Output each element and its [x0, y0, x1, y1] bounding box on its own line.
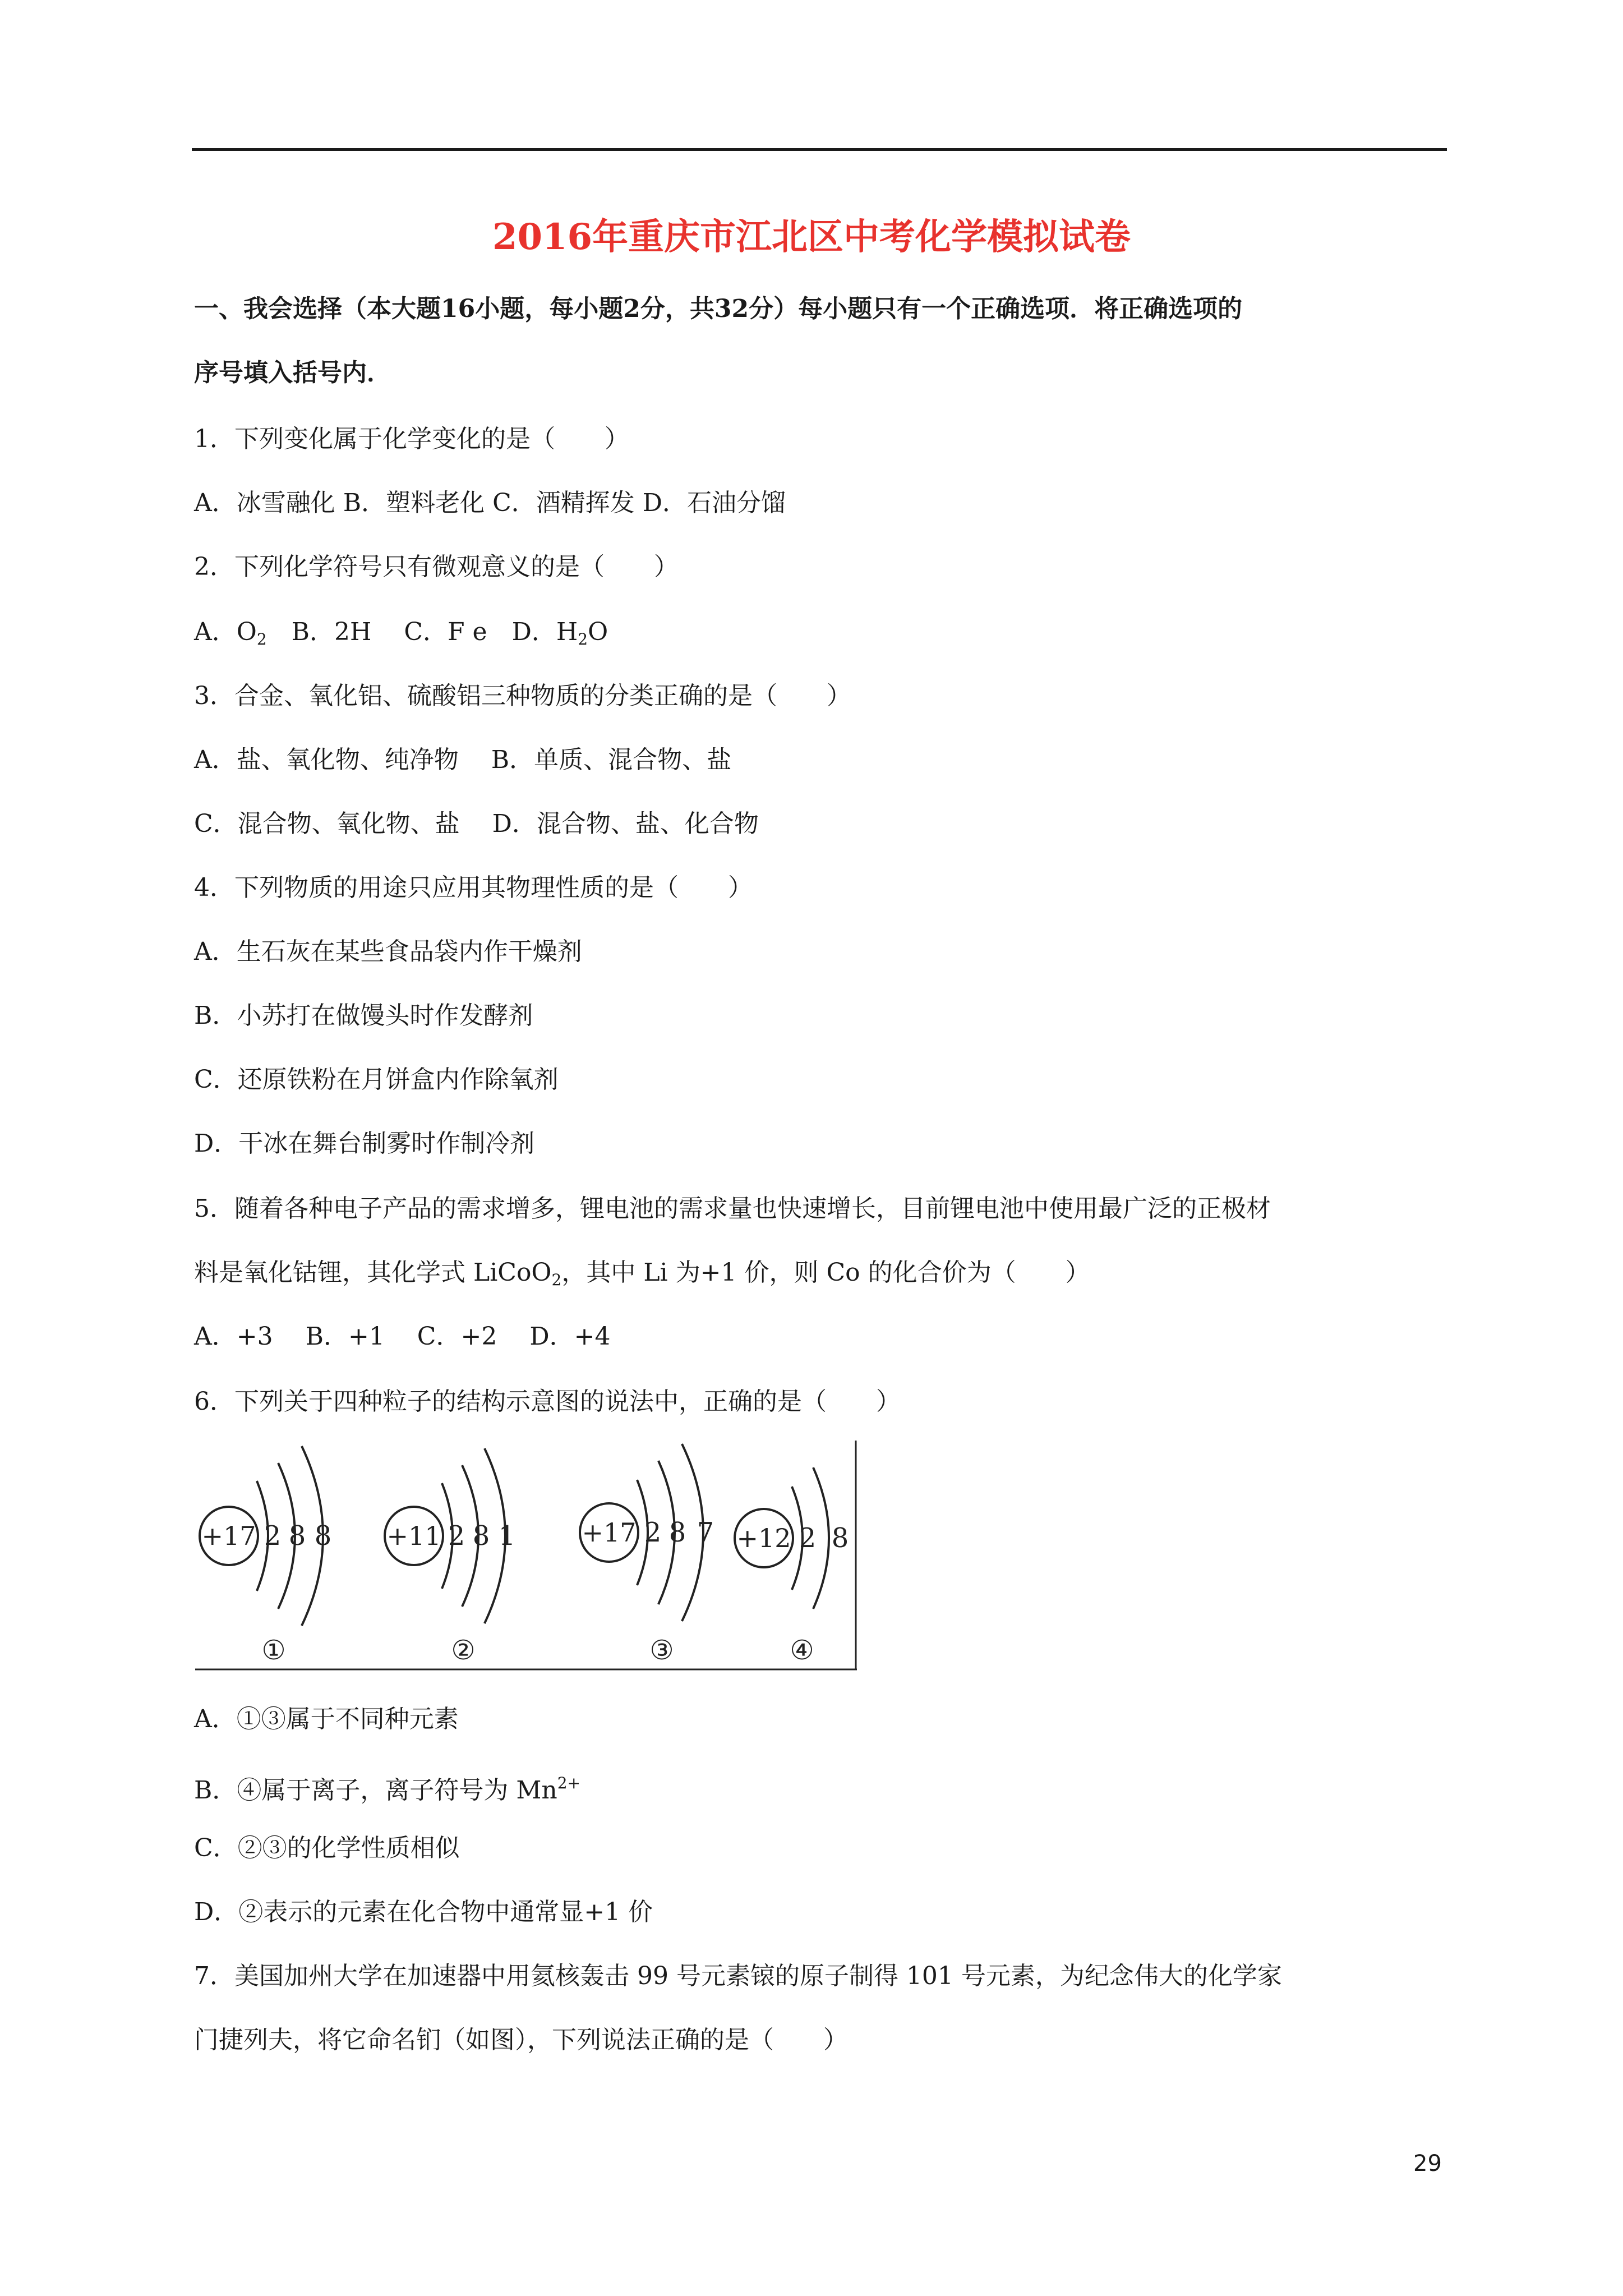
- q4-option-b: B．小苏打在做馒头时作发酵剂: [194, 1001, 533, 1030]
- atom-label: ③: [649, 1635, 674, 1666]
- q2-option-a: A．O: [194, 618, 257, 646]
- q6-option-d: D．②表示的元素在化合物中通常显+1 价: [194, 1898, 653, 1926]
- atom-diagram-3: [580, 1444, 714, 1666]
- shell-electron-count: 8: [314, 1520, 332, 1552]
- atom-label: ④: [790, 1635, 814, 1666]
- shell-electron-count: 1: [498, 1520, 516, 1552]
- q6-option-b-text: B．④属于离子，离子符号为 Mn: [194, 1776, 557, 1805]
- q5-line1: 5．随着各种电子产品的需求增多，锂电池的需求量也快速增长，目前锂电池中使用最广泛的正极材: [194, 1194, 1271, 1223]
- nucleus-charge: +17: [201, 1521, 256, 1551]
- q1-stem: 1．下列变化属于化学变化的是（ ）: [194, 425, 629, 453]
- shell-electron-count: 2: [644, 1517, 662, 1548]
- atom-diagram-1: [200, 1446, 331, 1666]
- q3-stem: 3．合金、氧化铝、硫酸铝三种物质的分类正确的是（ ）: [194, 682, 851, 710]
- atom-diagram-2: [385, 1448, 515, 1666]
- q2-option-d-tail: O: [588, 618, 608, 646]
- nucleus-charge: +11: [386, 1521, 441, 1551]
- atom-label: ①: [261, 1635, 286, 1666]
- q6-option-c: C．②③的化学性质相似: [194, 1834, 460, 1862]
- q5-options: A．+3 B．+1 C．+2 D．+4: [194, 1322, 611, 1351]
- q6-option-a: A．①③属于不同种元素: [194, 1705, 459, 1733]
- q1-options: A．冰雪融化 B．塑料老化 C．酒精挥发 D．石油分馏: [194, 489, 786, 517]
- q2-option-d-subscript: 2: [578, 630, 588, 648]
- q5-line2-formula: 料是氧化钴锂，其化学式 LiCoO: [194, 1258, 552, 1287]
- q4-option-d: D．干冰在舞台制雾时作制冷剂: [194, 1129, 535, 1158]
- q5-line2: [194, 1255, 1090, 1297]
- atomic-structure-figure: [195, 1441, 857, 1672]
- header-rule: [192, 148, 1447, 151]
- q4-option-c: C．还原铁粉在月饼盒内作除氧剂: [194, 1065, 559, 1094]
- q2-options: [194, 615, 608, 657]
- shell-electron-count: 8: [668, 1517, 686, 1548]
- shell-electron-count: 7: [697, 1517, 714, 1548]
- shell-electron-count: 2: [799, 1522, 817, 1554]
- shell-electron-count: 8: [831, 1522, 849, 1554]
- shell-electron-count: 8: [472, 1520, 490, 1552]
- page-title: 2016年重庆市江北区中考化学模拟试卷: [492, 216, 1131, 258]
- shell-electron-count: 2: [448, 1520, 465, 1552]
- q7-line1: 7．美国加州大学在加速器中用氦核轰击 99 号元素锿的原子制得 101 号元素，为纪念伟大的化学家: [194, 1962, 1282, 1990]
- q4-option-a: A．生石灰在某些食品袋内作干燥剂: [194, 937, 582, 966]
- q2-option-bc: B．2H C．F e D．H: [266, 618, 578, 646]
- q3-options-cd: C．混合物、氧化物、盐 D．混合物、盐、化合物: [194, 809, 759, 838]
- q6-option-b: [194, 1766, 580, 1808]
- section-instruction-line1: 一、我会选择（本大题16小题，每小题2分，共32分）每小题只有一个正确选项．将正确选项的: [194, 295, 1243, 323]
- q4-stem: 4．下列物质的用途只应用其物理性质的是（ ）: [194, 873, 753, 902]
- q6-stem: 6．下列关于四种粒子的结构示意图的说法中，正确的是（ ）: [194, 1387, 901, 1416]
- shell-electron-count: 8: [288, 1520, 306, 1552]
- q5-formula-subscript: 2: [551, 1271, 562, 1289]
- nucleus-charge: +12: [736, 1523, 791, 1553]
- atom-label: ②: [451, 1635, 476, 1666]
- q5-line2-rest: ，其中 Li 为+1 价，则 Co 的化合价为（ ）: [561, 1258, 1090, 1287]
- q3-options-ab: A．盐、氧化物、纯净物 B．单质、混合物、盐: [194, 746, 732, 774]
- q7-line2: 门捷列夫，将它命名钔（如图），下列说法正确的是（ ）: [194, 2026, 848, 2054]
- page-number: 29: [1413, 2151, 1442, 2177]
- shell-electron-count: 2: [264, 1520, 282, 1552]
- q2-stem: 2．下列化学符号只有微观意义的是（ ）: [194, 553, 679, 581]
- section-instruction-line2: 序号填入括号内．: [194, 358, 391, 387]
- atom-diagram-4: [735, 1467, 849, 1666]
- q2-option-a-subscript: 2: [256, 630, 267, 648]
- q6-option-b-superscript: 2+: [557, 1774, 580, 1792]
- nucleus-charge: +17: [582, 1517, 637, 1548]
